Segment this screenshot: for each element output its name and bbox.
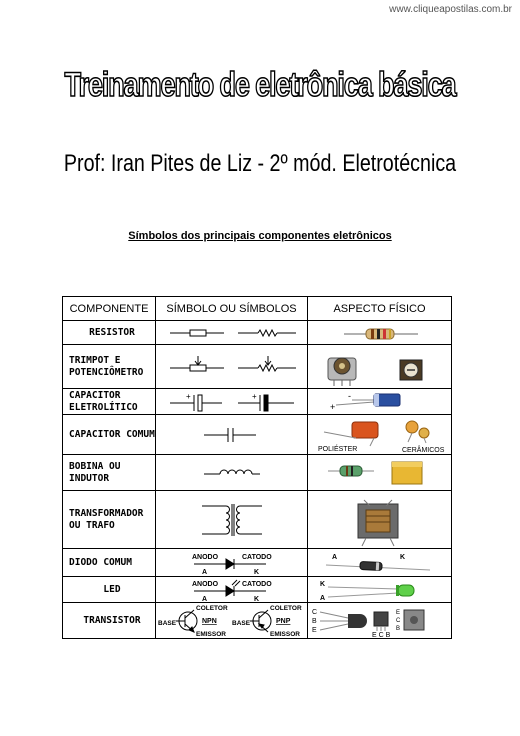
k-label: K (320, 580, 326, 588)
cathode-label: CATODO (242, 580, 272, 588)
base-label: BASE (158, 619, 177, 627)
led-photo (308, 577, 452, 603)
table-row-resistor (63, 321, 452, 345)
transformer-symbol (156, 491, 308, 549)
table-row-transformer (63, 491, 452, 549)
trimpot-photo (308, 345, 452, 389)
anode-a-label: A (202, 595, 208, 602)
components-table (62, 296, 452, 639)
table-row-transistor (63, 603, 452, 639)
source-url: www.cliqueapostilas.com.br (389, 4, 512, 15)
anode-label: ANODO (192, 580, 219, 588)
component-name: TRANSFORMADOR OU TRAFO (63, 491, 156, 549)
anode-label: ANODO (192, 553, 219, 561)
header-aspect: ASPECTO FÍSICO (308, 297, 452, 321)
e-label: E (396, 609, 401, 616)
resistor-symbol (156, 321, 308, 345)
a-label: A (320, 594, 326, 602)
section-heading: Símbolos dos principais componentes eletrônicos (128, 230, 392, 242)
base-label: BASE (232, 619, 251, 627)
cathode-k-label: K (254, 568, 260, 576)
capacitor-symbol (156, 415, 308, 455)
document-title: Treinamento de eletrônica básica (64, 66, 456, 104)
table-header-row (63, 297, 452, 321)
plus-sign: + (186, 391, 191, 401)
e-label: E (312, 626, 317, 634)
table-row-led (63, 577, 452, 603)
k-label: K (400, 553, 406, 561)
component-name: BOBINA OU INDUTOR (63, 455, 156, 491)
ceramic-label: CERÂMICOS (402, 446, 445, 454)
plus-sign: + (330, 401, 336, 412)
inductor-photo (308, 455, 452, 491)
anode-a-label: A (202, 568, 208, 576)
table-row-diode (63, 549, 452, 577)
document-subtitle: Prof: Iran Pites de Liz - 2º mód. Eletrotécnica (63, 150, 457, 177)
transistor-symbol (156, 603, 308, 639)
polyester-label: POLIÉSTER (318, 445, 358, 453)
collector-label: COLETOR (270, 604, 302, 612)
emitter-label: EMISSOR (270, 630, 300, 638)
component-name: CAPACITOR COMUM (63, 415, 156, 455)
electrolytic-capacitor-photo (308, 389, 452, 415)
header-symbol: SÍMBOLO OU SÍMBOLOS (156, 297, 308, 321)
cathode-label: CATODO (242, 553, 272, 561)
minus-sign: - (348, 390, 351, 401)
diode-photo (308, 549, 452, 577)
pnp-label: PNP (276, 617, 291, 625)
b-label: B (312, 617, 317, 625)
cathode-k-label: K (254, 595, 260, 602)
inductor-symbol (156, 455, 308, 491)
header-component: COMPONENTE (63, 297, 156, 321)
table-row-inductor (63, 455, 452, 491)
table-row-capacitor (63, 415, 452, 455)
ecb-label: E C B (372, 631, 391, 638)
emitter-label: EMISSOR (196, 630, 226, 638)
trimpot-symbol (156, 345, 308, 389)
table-row-electrolytic-capacitor (63, 389, 452, 415)
component-name: CAPACITOR ELETROLÍTICO (63, 389, 156, 415)
component-name: TRIMPOT E POTENCIÔMETRO (63, 345, 156, 389)
diode-symbol (156, 549, 308, 577)
component-name: RESISTOR (63, 321, 156, 345)
c-label: C (312, 608, 318, 616)
led-symbol (156, 577, 308, 603)
component-name: LED (63, 577, 156, 603)
b-label: B (396, 625, 401, 632)
plus-sign: + (252, 391, 257, 401)
a-label: A (332, 553, 338, 561)
c-label: C (396, 617, 401, 624)
collector-label: COLETOR (196, 604, 228, 612)
transformer-photo (308, 491, 452, 549)
transistor-photo (308, 603, 452, 639)
component-name: DIODO COMUM (63, 549, 156, 577)
electrolytic-capacitor-symbol (156, 389, 308, 415)
npn-label: NPN (202, 617, 217, 625)
resistor-photo (308, 321, 452, 345)
table-row-trimpot (63, 345, 452, 389)
capacitor-photo (308, 415, 452, 455)
component-name: TRANSISTOR (63, 603, 156, 639)
